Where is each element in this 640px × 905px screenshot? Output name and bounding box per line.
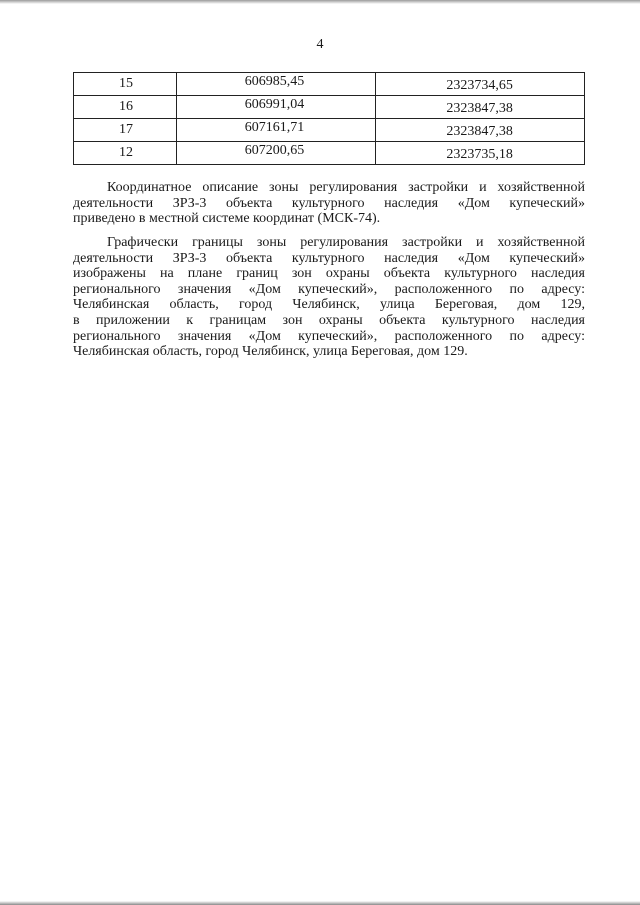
page-number: 4 bbox=[316, 37, 324, 52]
table-row bbox=[74, 96, 585, 119]
y-coordinate-cell: 2323734,65 bbox=[376, 73, 585, 96]
paragraph-graphic-boundaries bbox=[73, 235, 585, 360]
y-coordinate-cell: 2323847,38 bbox=[376, 119, 585, 142]
coordinates-table bbox=[73, 72, 585, 165]
table-row bbox=[74, 73, 585, 96]
text-line: регионального значения «Дом купеческий», расположенного по адресу: bbox=[73, 328, 585, 344]
text-line: Челябинская область, город Челябинск, улица Береговая, дом 129, bbox=[73, 297, 585, 313]
text-line: Челябинская область, город Челябинск, улица Береговая, дом 129. bbox=[73, 344, 468, 360]
text-line: Графически границы зоны регулирования застройки и хозяйственной bbox=[107, 235, 585, 250]
text-line: регионального значения «Дом купеческий», расположенного по адресу: bbox=[73, 281, 585, 297]
scan-top-edge bbox=[0, 0, 640, 4]
point-number-cell: 12 bbox=[74, 142, 177, 165]
text-line: приведено в местной системе координат (МСК-74). bbox=[73, 211, 381, 227]
table-row bbox=[74, 142, 585, 165]
text-line: деятельности ЗРЗ-3 объекта культурного наследия «Дом купеческий» bbox=[73, 250, 585, 266]
text-line: Координатное описание зоны регулирования застройки и хозяйственной bbox=[107, 180, 585, 195]
x-coordinate-cell: 607200,65 bbox=[176, 142, 376, 165]
text-line: деятельности ЗРЗ-3 объекта культурного наследия «Дом купеческий» bbox=[73, 195, 585, 211]
point-number-cell: 17 bbox=[74, 119, 177, 142]
x-coordinate-cell: 606985,45 bbox=[176, 73, 376, 96]
y-coordinate-cell: 2323847,38 bbox=[376, 96, 585, 119]
text-line: изображены на плане границ зон охраны объекта культурного наследия bbox=[73, 266, 585, 282]
x-coordinate-cell: 606991,04 bbox=[176, 96, 376, 119]
table-row bbox=[74, 119, 585, 142]
x-coordinate-cell: 607161,71 bbox=[176, 119, 376, 142]
y-coordinate-cell: 2323735,18 bbox=[376, 142, 585, 165]
point-number-cell: 16 bbox=[74, 96, 177, 119]
point-number-cell: 15 bbox=[74, 73, 177, 96]
text-line: в приложении к границам зон охраны объекта культурного наследия bbox=[73, 312, 585, 328]
scan-bottom-edge bbox=[0, 901, 640, 905]
paragraph-coordinate-description bbox=[73, 180, 585, 227]
